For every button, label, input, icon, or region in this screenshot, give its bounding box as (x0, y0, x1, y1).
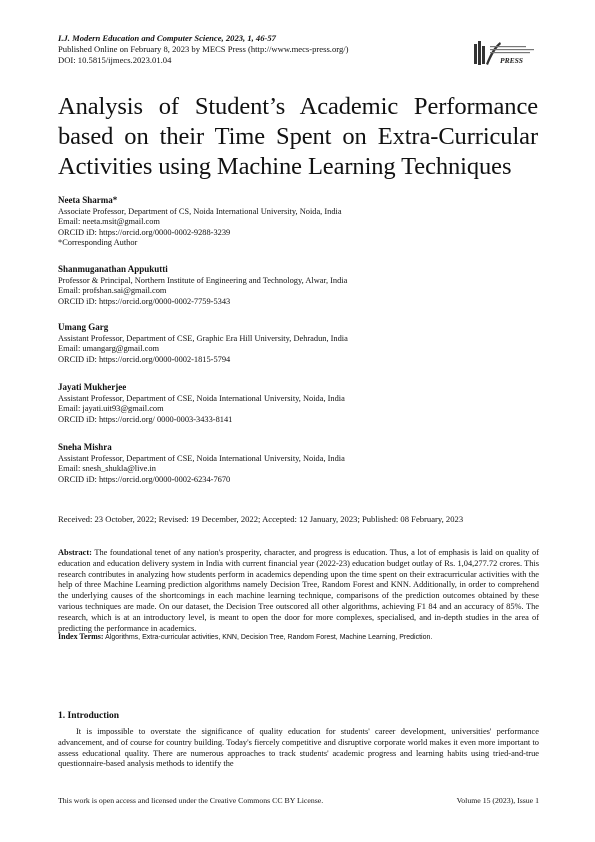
author-affiliation: Assistant Professor, Department of CSE, Graphic Era Hill University, Dehradun, India (58, 333, 348, 343)
footer-license: This work is open access and licensed under the Creative Commons CC BY License. (58, 796, 324, 805)
author-email: Email: jayati.uit93@gmail.com (58, 404, 164, 414)
journal-citation (58, 33, 349, 44)
author-email: Email: profshan.sai@gmail.com (58, 286, 167, 296)
corresponding-author-note: *Corresponding Author (58, 238, 138, 248)
author-name: Sneha Mishra (58, 442, 112, 452)
index-terms-text: Algorithms, Extra-curricular activities, KNN, Decision Tree, Random Forest, Machine Learning, Prediction. (103, 634, 433, 641)
author-affiliation: Associate Professor, Department of CS, Noida International University, Noida, India (58, 206, 342, 216)
author-name: Shanmuganathan Appukutti (58, 264, 168, 274)
abstract-text: The foundational tenet of any nation's prosperity, character, and progress is education. Thus, a lot of emphasis is laid on quality of education and education delivery system in India with current financial year (2022-23) education budget outlay of Rs. 1,04,277.72 crores. This research contributes in analyzing how students perform in academics depending upon the time spent on their extracurricular activities with the help of three Machine Learning prediction algorithms namely Decision Tree, Random Forest and KNN. Additionally, in order to comprehend the underlying causes of the shortcomings in each machine learning technique, comparisons of the prediction outcomes obtained by these various techniques are made. On our dataset, the Decision Tree outscored all other algorithms, achieving F1 84 and an accuracy of 85%. The research, which is at an introductory level, is meant to open the door for more complexes, specialised, and in-depth studies in the area of predicting the performance in academics. (58, 548, 539, 633)
author-orcid: ORCID iD: https://orcid.org/0000-0002-9288-3239 (58, 227, 231, 237)
author-block-3 (58, 322, 538, 365)
doi-line: DOI: 10.5815/ijmecs.2023.01.04 (58, 55, 172, 65)
author-block-1 (58, 195, 538, 249)
index-terms-label: Index Terms: (58, 632, 104, 641)
author-email: Email: umangarg@gmail.com (58, 344, 160, 354)
author-affiliation: Assistant Professor, Department of CSE, Noida International University, Noida, India (58, 393, 345, 403)
section-heading: 1. Introduction (58, 711, 120, 721)
abstract (58, 548, 539, 634)
journal-title: I.J. Modern Education and Computer Science (58, 33, 222, 43)
author-orcid: ORCID iD: https://orcid.org/0000-0002-1815-5794 (58, 354, 231, 364)
journal-header (58, 33, 349, 66)
author-block-5 (58, 442, 538, 485)
author-orcid: ORCID iD: https://orcid.org/0000-0002-6234-7670 (58, 474, 231, 484)
author-name: Neeta Sharma* (58, 195, 118, 205)
section-body: It is impossible to overstate the significance of quality education for students' career development, universities' performance advancement, and of course for country building. Today's fiercely competitive and disruptive corporate world makes it even more important to assess educational quality. There are numerous approaches to track students' academic progress and learning habits using tried-and-true questionnaire-based analysis methods to identify the (58, 727, 539, 769)
mecs-press-logo (472, 38, 542, 70)
author-email: Email: snesh_shukla@live.in (58, 464, 156, 474)
author-affiliation: Professor & Principal, Northern Institute of Engineering and Technology, Alwar, India (58, 275, 348, 285)
author-block-2 (58, 264, 538, 307)
author-block-4 (58, 382, 538, 425)
author-name: Jayati Mukherjee (58, 382, 127, 392)
journal-volume: , 2023, 1, 46-57 (221, 33, 276, 43)
author-email: Email: neeta.msit@gmail.com (58, 217, 160, 227)
author-orcid: ORCID iD: https://orcid.org/ 0000-0003-3433-8141 (58, 414, 233, 424)
abstract-label: Abstract: (58, 548, 92, 557)
paper-title: Analysis of Student’s Academic Performance based on their Time Spent on Extra-Curricular Activities using Machine Learning Techniques (58, 93, 538, 180)
author-orcid: ORCID iD: https://orcid.org/0000-0002-7759-5343 (58, 296, 231, 306)
index-terms (58, 632, 539, 644)
author-affiliation: Assistant Professor, Department of CSE, Noida International University, Noida, India (58, 453, 345, 463)
author-name: Umang Garg (58, 322, 109, 332)
footer-volume: Volume 15 (2023), Issue 1 (456, 796, 539, 805)
logo-text: PRESS (500, 56, 523, 65)
submission-dates: Received: 23 October, 2022; Revised: 19 December, 2022; Accepted: 12 January, 2023; Published: 08 February, 2023 (58, 514, 464, 524)
published-line: Published Online on February 8, 2023 by MECS Press (http://www.mecs-press.org/) (58, 44, 349, 54)
